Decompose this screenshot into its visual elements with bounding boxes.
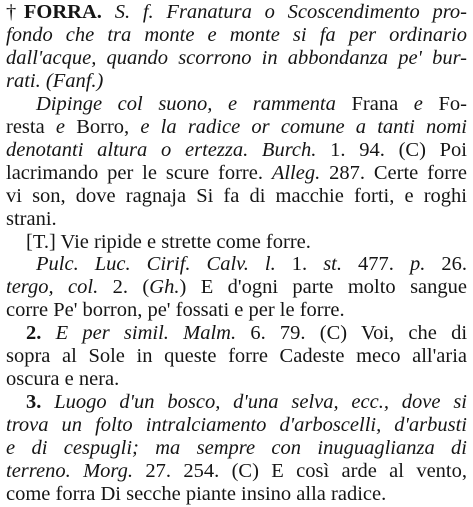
text-run: come forra Di secche piante insino alla radice. xyxy=(6,482,387,505)
entry-line xyxy=(6,139,467,163)
text-run: tergo, col. xyxy=(6,276,113,299)
text-run: 6. 79. (C) Voi, che di xyxy=(250,322,468,345)
text-run: Fo- xyxy=(438,92,467,115)
dagger-mark: † xyxy=(6,1,24,23)
text-run: e di cespugli; ma sempre con inuguaglianza di xyxy=(6,437,467,460)
text-run: [T.] Vie ripide e strette come forre. xyxy=(26,230,311,253)
text-run: trova un folto intralciamento d'arboscelli, d'arbusti xyxy=(6,414,467,437)
entry-line xyxy=(6,483,467,507)
text-run: Gh. xyxy=(149,276,180,299)
entry-line xyxy=(6,345,467,369)
text-run: 1. xyxy=(291,253,324,276)
entry-line xyxy=(6,460,467,484)
text-run: p. xyxy=(409,253,442,276)
entry-line xyxy=(6,299,467,323)
entry-line xyxy=(6,414,467,438)
text-run: e xyxy=(55,115,77,138)
text-run: rati. (Fanf.) xyxy=(6,69,104,92)
text-run: e la radice or comune a tanti nomi xyxy=(140,115,468,138)
text-run: 2. ( xyxy=(112,276,150,299)
text-run: 477. xyxy=(358,253,410,276)
text-run: Luogo d'un bosco, d'una selva, ecc., dove si xyxy=(54,391,467,414)
entry-line xyxy=(6,70,467,94)
entry-line xyxy=(36,253,467,277)
text-run: terreno. Morg. xyxy=(6,460,146,482)
text-run: 1. 94. (C) Poi xyxy=(330,138,467,161)
headword: FORRA. xyxy=(23,1,102,23)
entry-line xyxy=(6,185,467,209)
text-run: Pulc. Luc. Cirif. Calv. l. xyxy=(36,253,292,276)
text-run: dall'acque, quando scorrono in abbondanza pe' bur- xyxy=(6,46,467,69)
text-run: vi son, dove ragnaja Si fa di macchie forti, e roghi xyxy=(6,184,467,207)
text-run: 26. xyxy=(441,253,468,276)
text-run: sopra al Sole in queste forre Cadeste meco all'aria xyxy=(6,345,467,368)
entry-line xyxy=(6,437,467,461)
text-run: Dipinge col suono, e rammenta xyxy=(36,92,352,115)
text-run: resta xyxy=(6,115,56,138)
entry-line xyxy=(6,116,467,140)
text-run: e xyxy=(413,92,439,115)
text-run: oscura e nera. xyxy=(6,368,120,391)
entry-line xyxy=(6,1,467,25)
text-run: 27. 254. (C) E così arde al vento, xyxy=(145,460,467,482)
text-run: strani. xyxy=(6,207,57,230)
text-run: E per simil. Malm. xyxy=(55,322,251,345)
entry-line xyxy=(26,391,467,415)
text-run: 3. xyxy=(26,391,55,414)
entry-line xyxy=(36,93,467,117)
entry-line xyxy=(26,231,467,255)
entry-line xyxy=(6,368,467,392)
text-run: 2. xyxy=(26,322,56,345)
text-run: S. f. Franatura o Scoscendimento pro- xyxy=(101,1,468,23)
entry-line xyxy=(6,276,467,300)
entry-line xyxy=(26,322,467,346)
text-run: denotanti altura o ertezza. Burch. xyxy=(6,138,331,161)
entry-line xyxy=(6,24,467,48)
text-run: fondo che tra monte e monte si fa per ordinario xyxy=(6,23,467,46)
text-run: Borro, xyxy=(76,115,141,138)
entry-line xyxy=(6,47,467,71)
entry-line xyxy=(6,208,467,232)
text-run: Alleg. xyxy=(271,161,330,184)
text-run: ) E d'ogni parte molto sangue xyxy=(179,276,467,299)
text-run: lacrimando per le scure forre. xyxy=(6,161,272,184)
text-run: 287. Certe forre xyxy=(329,161,467,184)
entry-line xyxy=(6,162,467,186)
text-run: st. xyxy=(323,253,359,276)
text-run: corre Pe' borron, pe' fossati e per le forre. xyxy=(6,299,345,322)
text-run: Frana xyxy=(351,92,414,115)
